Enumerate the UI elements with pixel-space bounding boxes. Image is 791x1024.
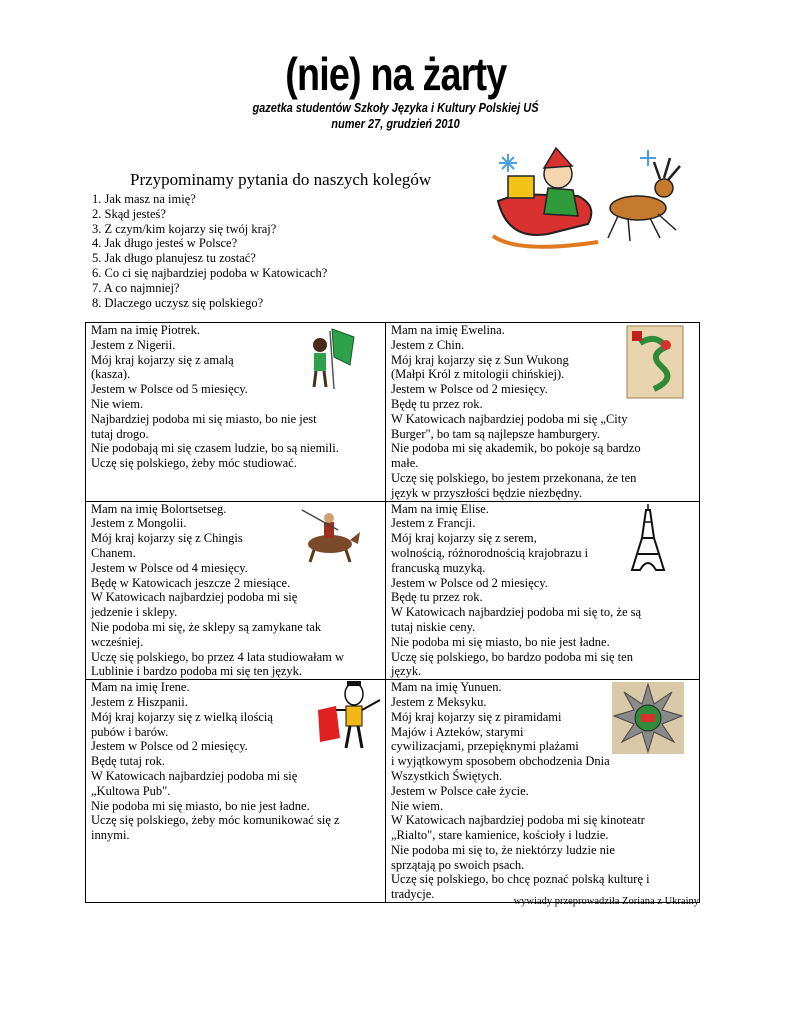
interview-line: sprzątają po swoich psach. <box>391 857 525 872</box>
newspaper-title: (nie) na żarty <box>284 48 507 100</box>
interview-cell <box>386 323 700 502</box>
interview-line: W Katowicach najbardziej podoba mi się <box>91 590 298 605</box>
interview-line: Jestem z Mongolii. <box>91 516 187 531</box>
interview-line: Mam na imię Piotrek. <box>91 323 201 337</box>
interview-line: innymi. <box>91 828 130 843</box>
interview-line: jedzenie i sklepy. <box>91 605 178 620</box>
interview-line: Nie podoba mi się miasto, bo nie jest ładne. <box>391 634 610 649</box>
interview-line: wolnością, różnorodnością krajobrazu i <box>391 545 589 560</box>
interview-cell <box>386 680 700 903</box>
questions-section <box>92 170 431 310</box>
mongol-horseman-icon <box>298 504 364 564</box>
interview-line: Mam na imię Ewelina. <box>391 323 505 337</box>
interview-line: wcześniej. <box>91 634 144 649</box>
interview-line: „Kultowa Pub". <box>91 783 171 798</box>
footer-credit: wywiady przeprowadziła Zoriana z Ukrainy <box>513 896 699 907</box>
interview-line: Mój kraj kojarzy się z Chingis <box>91 531 243 546</box>
interview-line: Majów i Azteków, starymi <box>391 724 524 739</box>
interview-line: (Małpi Król z mitologii chińskiej). <box>391 367 565 382</box>
interview-line: Jestem z Nigerii. <box>91 337 176 352</box>
interview-line: Jestem z Francji. <box>391 516 476 531</box>
interview-line: tutaj drogo. <box>91 426 149 441</box>
interview-line: Jestem z Hiszpanii. <box>91 694 188 709</box>
table-row <box>86 323 700 502</box>
interview-line: Uczę się polskiego, bo bardzo podoba mi się ten <box>391 649 633 664</box>
interview-cell <box>386 501 700 680</box>
interview-line: Jestem w Polsce od 5 miesięcy. <box>91 382 248 397</box>
question-item: 2. Skąd jesteś? <box>92 206 166 221</box>
interview-line: W Katowicach najbardziej podoba mi się to, że są <box>391 605 642 620</box>
interview-line: Najbardziej podoba mi się miasto, bo nie jest <box>91 411 317 426</box>
interview-line: Jestem w Polsce całe życie. <box>391 783 529 798</box>
question-item: 3. Z czym/kim kojarzy się twój kraj? <box>92 221 277 236</box>
interview-line: Jestem w Polsce od 2 miesięcy. <box>91 739 248 754</box>
interview-line: język. <box>391 664 422 679</box>
interview-line: Mój kraj kojarzy się z wielką ilością <box>91 709 273 724</box>
chinese-dragon-icon <box>626 325 684 399</box>
question-item: 5. Jak długo planujesz tu zostać? <box>92 251 256 266</box>
question-item: 6. Co ci się najbardziej podoba w Katowicach? <box>92 265 328 280</box>
interview-line: Będę tu przez rok. <box>391 396 483 411</box>
interview-line: i wyjątkowym sposobem obchodzenia Dnia <box>391 754 610 769</box>
interview-line: Jestem w Polsce od 4 miesięcy. <box>91 560 248 575</box>
interview-line: Uczę się polskiego, bo przez 4 lata studiowałam w <box>91 649 345 664</box>
interview-line: pubów i barów. <box>91 724 169 739</box>
interview-line: Mam na imię Yunuen. <box>391 680 502 695</box>
interview-line: Jestem w Polsce od 2 miesięcy. <box>391 575 548 590</box>
question-item: 1. Jak masz na imię? <box>92 192 196 206</box>
eiffel-tower-icon <box>626 502 670 572</box>
interview-line: Mam na imię Bolortsetseg. <box>91 501 227 516</box>
interview-line: Jestem w Polsce od 2 miesięcy. <box>391 382 548 397</box>
interview-line: Wszystkich Świętych. <box>391 768 503 783</box>
interview-line: Uczę się polskiego, bo jestem przekonana, że ten <box>391 470 637 485</box>
interview-line: „Rialto", stare kamienice, kościoły i ludzie. <box>391 828 609 843</box>
interview-line: Mam na imię Irene. <box>91 680 190 695</box>
interview-line: W Katowicach najbardziej podoba mi się <box>91 768 298 783</box>
interviews-table <box>85 322 700 903</box>
interview-line: Nie podoba mi się miasto, bo nie jest ładne. <box>91 798 310 813</box>
interview-line: małe. <box>391 456 419 471</box>
interview-line: (kasza). <box>91 367 131 382</box>
interview-line: cywilizacjami, przepięknymi plażami <box>391 739 579 754</box>
table-row <box>86 501 700 680</box>
newspaper-subtitle: gazetka studentów Szkoły Języka i Kultury Polskiej UŚ <box>252 101 539 115</box>
boy-with-flag-icon <box>306 325 356 391</box>
interview-cell <box>86 501 386 680</box>
snowflake-icon <box>499 150 656 172</box>
question-item: 8. Dlaczego uczysz się polskiego? <box>92 295 264 310</box>
interview-line: Będę tutaj rok. <box>91 754 165 769</box>
interview-line: Jestem z Meksyku. <box>391 694 487 709</box>
interview-line: język w przyszłości będzie niezbędny. <box>391 485 583 500</box>
aztec-calendar-icon <box>612 682 684 754</box>
gift-icon <box>508 176 534 198</box>
bullfighter-icon <box>314 680 384 752</box>
interview-line: Uczę się polskiego, bo chcę poznać polską kulturę i <box>391 872 650 887</box>
interview-line: Lublinie i bardzo podoba mi się ten język. <box>91 664 303 679</box>
interview-line: Mam na imię Elise. <box>391 501 489 516</box>
interview-line: Mój kraj kojarzy się z amalą <box>91 352 234 367</box>
interview-line: Burger", bo tam są najlepsze hamburgery. <box>391 426 600 441</box>
interview-line: Będę tu przez rok. <box>391 590 483 605</box>
masthead <box>0 48 791 132</box>
interview-line: Mój kraj kojarzy się z piramidami <box>391 709 562 724</box>
interview-line: francuską muzyką. <box>391 560 486 575</box>
interview-line: tutaj niskie ceny. <box>391 619 476 634</box>
reindeer-icon <box>608 158 680 241</box>
interview-line: tradycje. <box>391 887 435 902</box>
interview-line: Mój kraj kojarzy się z serem, <box>391 531 537 546</box>
table-row <box>86 680 700 903</box>
questions-list <box>92 192 431 310</box>
interview-cell <box>86 323 386 502</box>
interview-line: Mój kraj kojarzy się z Sun Wukong <box>391 352 569 367</box>
interview-cell <box>86 680 386 903</box>
interview-line: Nie podoba mi się to, że niektórzy ludzie nie <box>391 842 615 857</box>
interview-line: Uczę się polskiego, żeby móc komunikować się z <box>91 813 340 828</box>
interview-line: W Katowicach najbardziej podoba mi się „City <box>391 411 628 426</box>
interview-line: Nie wiem. <box>391 798 444 813</box>
issue-number: numer 27, grudzień 2010 <box>331 117 460 131</box>
question-item: 7. A co najmniej? <box>92 280 180 295</box>
interview-line: Nie podoba mi się, że sklepy są zamykane tak <box>91 619 322 634</box>
question-item: 4. Jak długo jesteś w Polsce? <box>92 236 238 251</box>
interview-line: Jestem z Chin. <box>391 337 465 352</box>
interview-line: W Katowicach najbardziej podoba mi się kinoteatr <box>391 813 645 828</box>
christmas-sleigh-clipart <box>478 146 688 256</box>
interview-line: Chanem. <box>91 545 136 560</box>
interview-line: Uczę się polskiego, żeby móc studiować. <box>91 456 297 471</box>
interview-line: Nie podoba mi się akademik, bo pokoje są bardzo <box>391 441 641 456</box>
interview-line: Będę w Katowicach jeszcze 2 miesiące. <box>91 575 291 590</box>
interview-line: Nie podobają mi się czasem ludzie, bo są niemili. <box>91 441 339 456</box>
interview-line: Nie wiem. <box>91 396 144 411</box>
questions-heading: Przypominamy pytania do naszych kolegów <box>130 170 432 189</box>
